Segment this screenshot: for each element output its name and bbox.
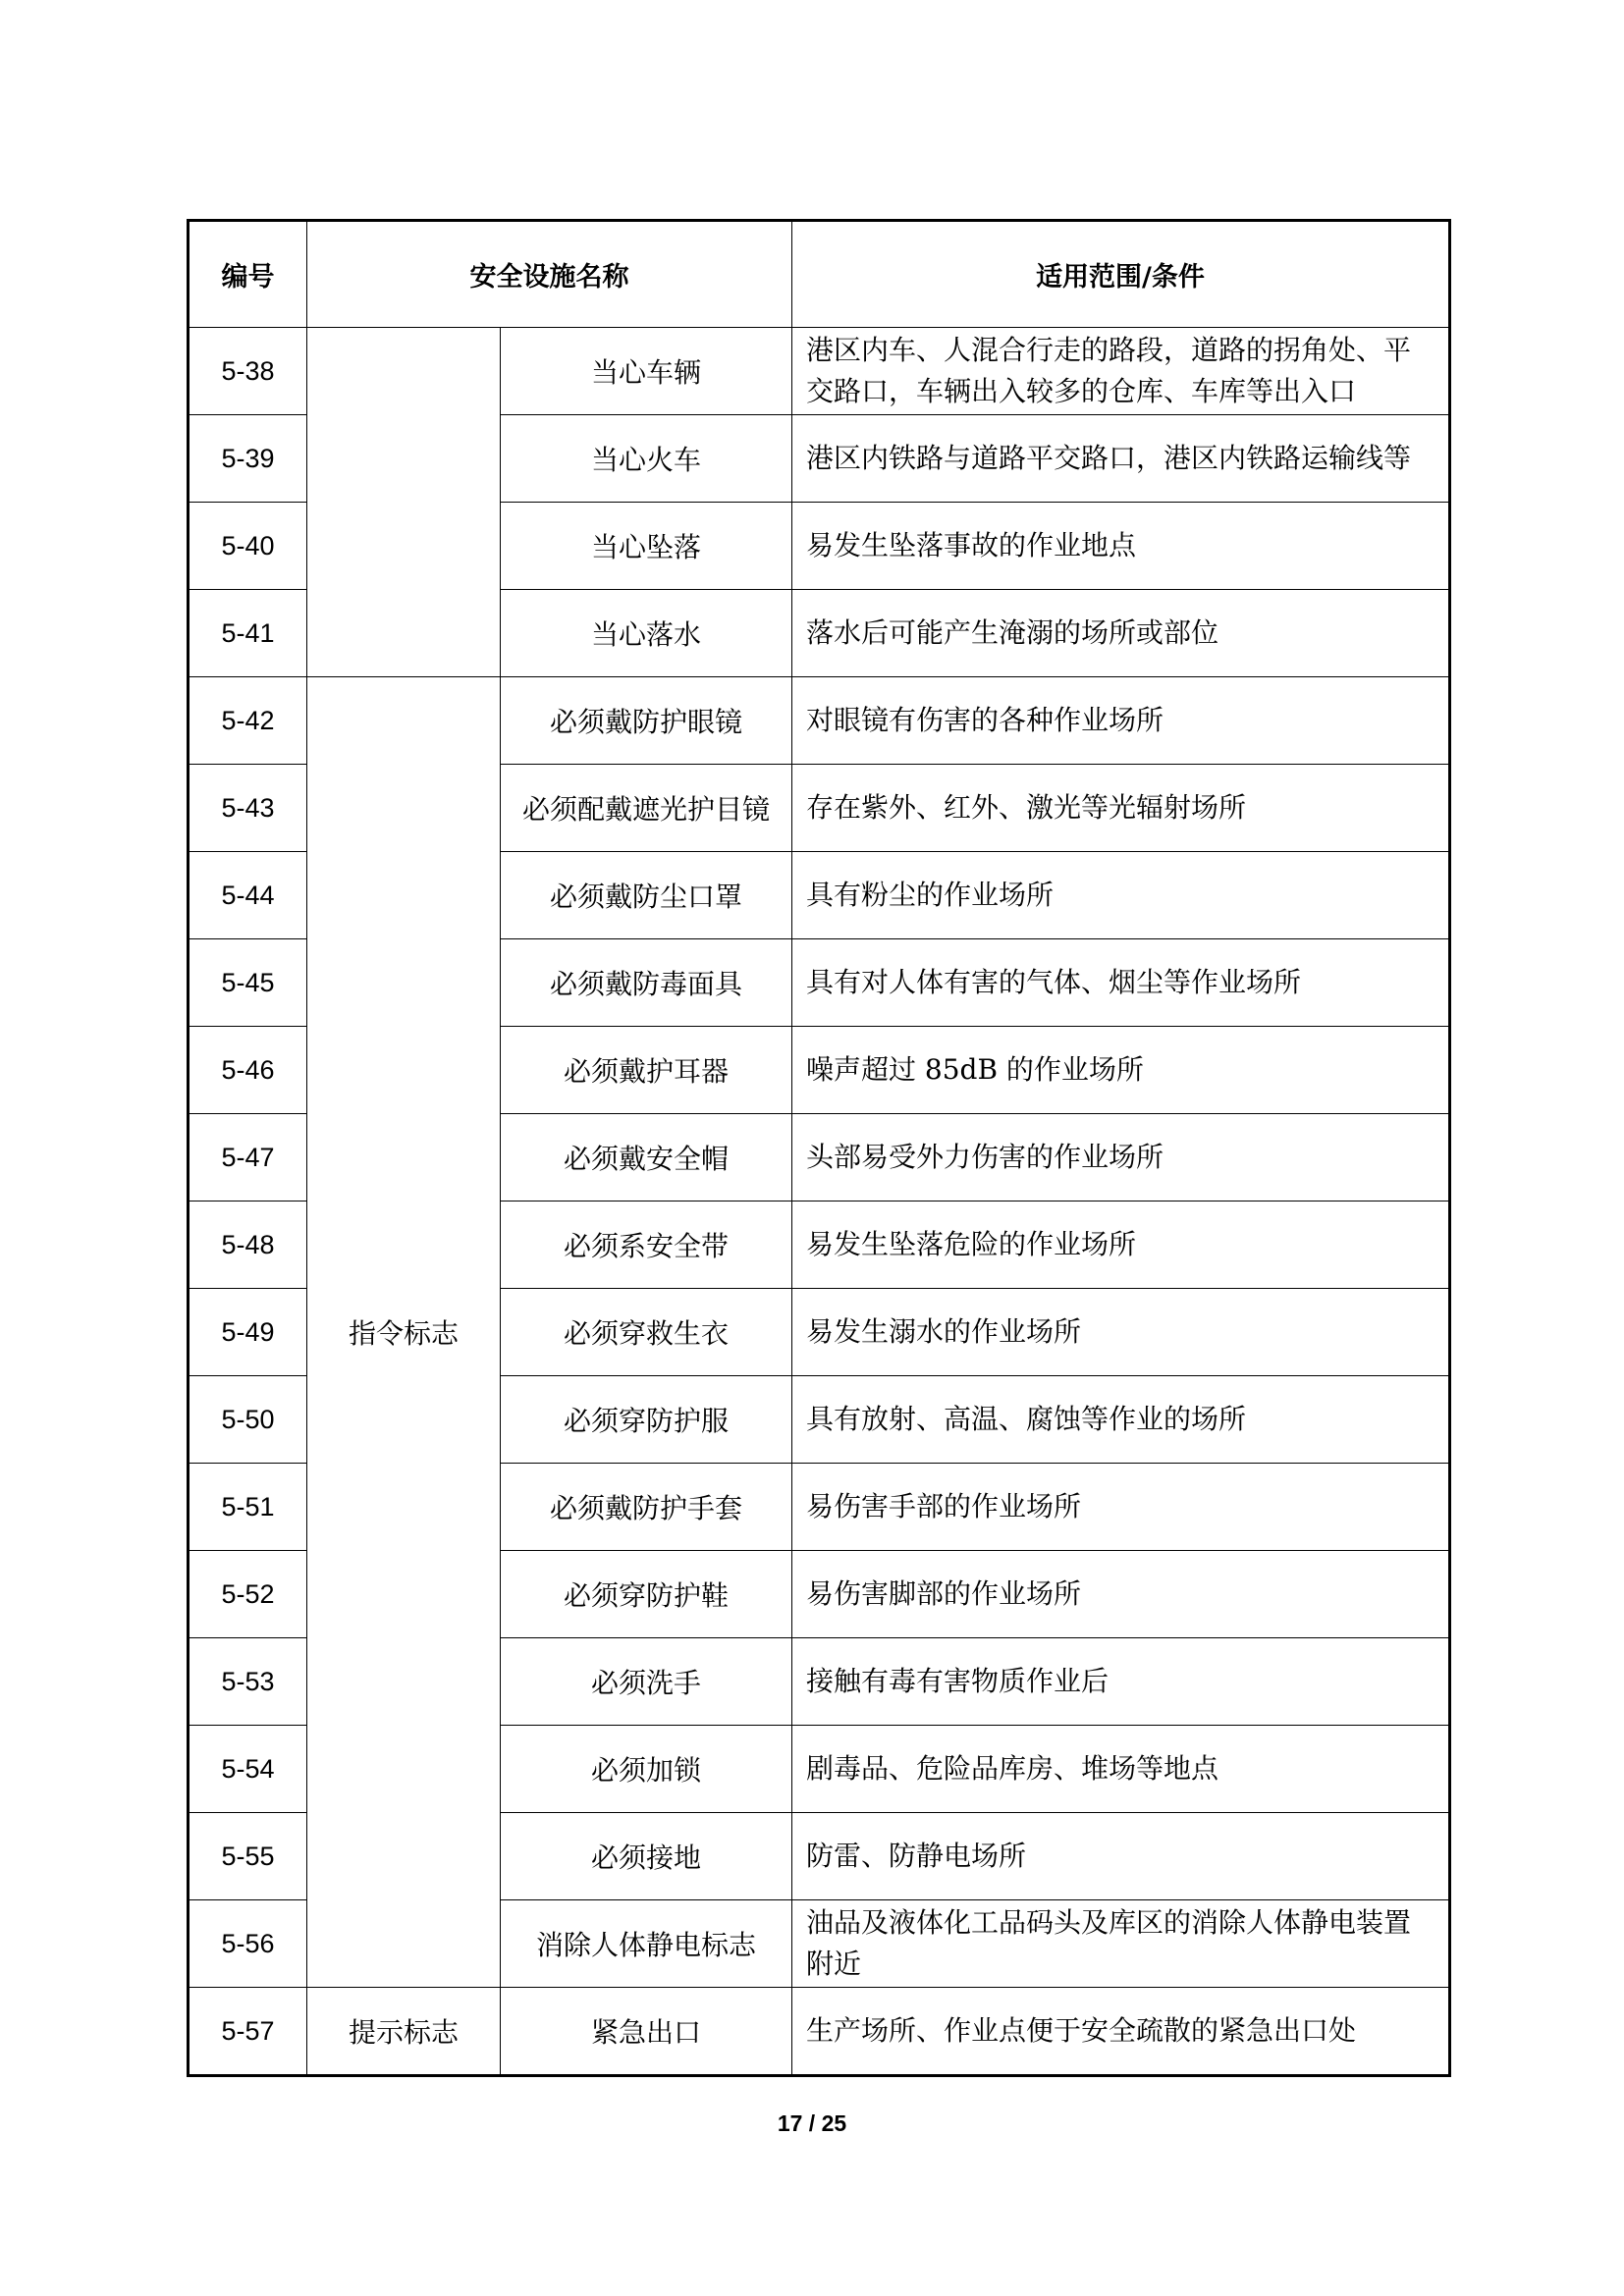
row-name: 当心落水: [501, 590, 792, 677]
row-code: 5-45: [189, 939, 307, 1027]
row-code: 5-48: [189, 1201, 307, 1289]
row-name: 紧急出口: [501, 1988, 792, 2076]
row-code: 5-49: [189, 1289, 307, 1376]
row-scope: 防雷、防静电场所: [792, 1813, 1450, 1900]
row-name: 必须戴防尘口罩: [501, 852, 792, 939]
row-scope: 头部易受外力伤害的作业场所: [792, 1114, 1450, 1201]
row-name: 必须戴防护手套: [501, 1464, 792, 1551]
row-name: 必须戴安全帽: [501, 1114, 792, 1201]
row-code: 5-47: [189, 1114, 307, 1201]
row-scope: 接触有毒有害物质作业后: [792, 1638, 1450, 1726]
row-scope: 具有对人体有害的气体、烟尘等作业场所: [792, 939, 1450, 1027]
row-code: 5-38: [189, 328, 307, 415]
row-name: 必须穿救生衣: [501, 1289, 792, 1376]
row-code: 5-55: [189, 1813, 307, 1900]
category-cell-prompt: 提示标志: [307, 1988, 501, 2076]
row-name: 必须接地: [501, 1813, 792, 1900]
row-code: 5-39: [189, 415, 307, 503]
row-scope: 对眼镜有伤害的各种作业场所: [792, 677, 1450, 765]
row-code: 5-54: [189, 1726, 307, 1813]
row-name: 必须配戴遮光护目镜: [501, 765, 792, 852]
page-number: 17 / 25: [777, 2110, 847, 2136]
row-scope: 易发生溺水的作业场所: [792, 1289, 1450, 1376]
table-row: [189, 1988, 1450, 2076]
row-scope: 易伤害脚部的作业场所: [792, 1551, 1450, 1638]
row-name: 必须系安全带: [501, 1201, 792, 1289]
row-scope: 港区内车、人混合行走的路段，道路的拐角处、平交路口，车辆出入较多的仓库、车库等出入口: [792, 328, 1450, 415]
row-code: 5-42: [189, 677, 307, 765]
row-code: 5-46: [189, 1027, 307, 1114]
row-name: 必须加锁: [501, 1726, 792, 1813]
row-code: 5-57: [189, 1988, 307, 2076]
row-name: 当心车辆: [501, 328, 792, 415]
row-code: 5-41: [189, 590, 307, 677]
table-row: [189, 677, 1450, 765]
row-code: 5-44: [189, 852, 307, 939]
row-scope: 生产场所、作业点便于安全疏散的紧急出口处: [792, 1988, 1450, 2076]
row-code: 5-51: [189, 1464, 307, 1551]
category-cell-empty: [307, 328, 501, 677]
row-scope: 存在紫外、红外、激光等光辐射场所: [792, 765, 1450, 852]
row-scope: 易发生坠落危险的作业场所: [792, 1201, 1450, 1289]
row-name: 必须戴防毒面具: [501, 939, 792, 1027]
row-scope: 落水后可能产生淹溺的场所或部位: [792, 590, 1450, 677]
row-scope: 油品及液体化工品码头及库区的消除人体静电装置附近: [792, 1900, 1450, 1988]
category-cell-mandatory: 指令标志: [307, 677, 501, 1988]
table-row: [189, 328, 1450, 415]
row-name: 必须穿防护鞋: [501, 1551, 792, 1638]
row-scope: 易伤害手部的作业场所: [792, 1464, 1450, 1551]
row-scope: 具有放射、高温、腐蚀等作业的场所: [792, 1376, 1450, 1464]
row-scope: 噪声超过 85dB 的作业场所: [792, 1027, 1450, 1114]
row-code: 5-40: [189, 503, 307, 590]
row-scope: 港区内铁路与道路平交路口，港区内铁路运输线等: [792, 415, 1450, 503]
row-code: 5-53: [189, 1638, 307, 1726]
row-name: 必须穿防护服: [501, 1376, 792, 1464]
row-name: 当心火车: [501, 415, 792, 503]
row-code: 5-56: [189, 1900, 307, 1988]
row-name: 当心坠落: [501, 503, 792, 590]
header-code: 编号: [189, 221, 307, 328]
header-name: 安全设施名称: [307, 221, 792, 328]
row-name: 必须洗手: [501, 1638, 792, 1726]
header-scope: 适用范围/条件: [792, 221, 1450, 328]
table-header-row: [189, 221, 1450, 328]
row-code: 5-43: [189, 765, 307, 852]
row-name: 消除人体静电标志: [501, 1900, 792, 1988]
row-scope: 剧毒品、危险品库房、堆场等地点: [792, 1726, 1450, 1813]
safety-facilities-table: [187, 219, 1451, 2077]
row-scope: 易发生坠落事故的作业地点: [792, 503, 1450, 590]
row-name: 必须戴护耳器: [501, 1027, 792, 1114]
row-name: 必须戴防护眼镜: [501, 677, 792, 765]
row-code: 5-52: [189, 1551, 307, 1638]
row-scope: 具有粉尘的作业场所: [792, 852, 1450, 939]
row-code: 5-50: [189, 1376, 307, 1464]
